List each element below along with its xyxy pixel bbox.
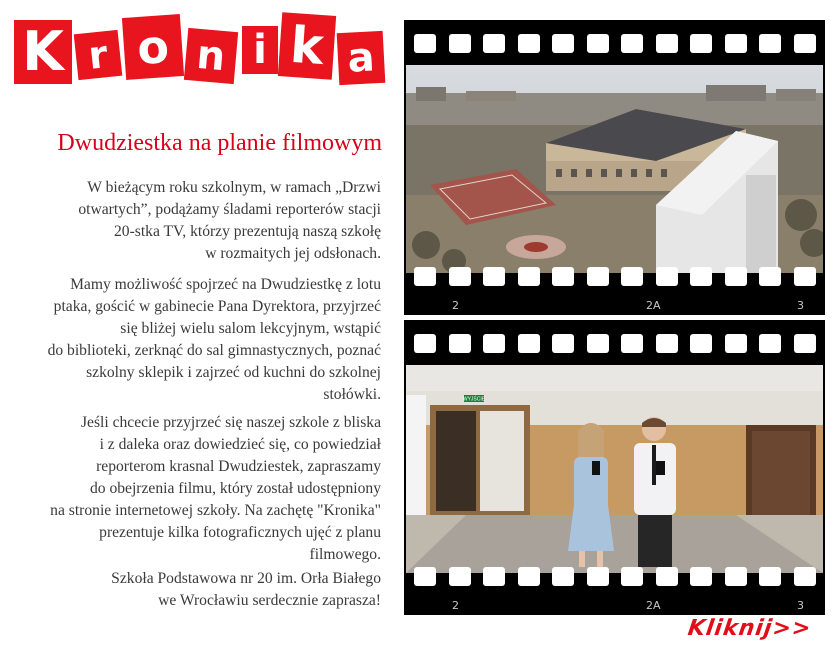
sprocket-hole xyxy=(656,267,678,286)
sprocket-hole xyxy=(690,267,712,286)
text-line: Szkoła Podstawowa nr 20 im. Orła Białego xyxy=(111,570,381,587)
text-line: Jeśli chcecie przyjrzeć się naszej szkole z bliska xyxy=(80,414,381,431)
sprocket-hole xyxy=(483,334,505,353)
sprocket-hole xyxy=(794,267,816,286)
logo-letter-k2: k xyxy=(278,12,336,80)
exit-sign: WYJŚCIE xyxy=(462,396,486,403)
film-strip-top xyxy=(404,20,825,315)
logo-letter-i: i xyxy=(242,26,278,74)
sprocket-hole xyxy=(483,567,505,586)
sprocket-hole xyxy=(759,34,781,53)
sprocket-hole xyxy=(587,567,609,586)
sprocket-hole xyxy=(656,567,678,586)
frame-number: 2 xyxy=(452,599,459,612)
film-strip-bottom xyxy=(404,320,825,615)
sprocket-hole xyxy=(725,567,747,586)
sprocket-hole xyxy=(552,267,574,286)
frame-number: 2 xyxy=(452,299,459,312)
reporters-image xyxy=(406,365,823,573)
sprocket-hole xyxy=(449,267,471,286)
text-line: do obejrzenia filmu, który został udostępniony xyxy=(89,480,381,497)
text-line: ptaka, gościć w gabinecie Pana Dyrektora, przyjrzeć xyxy=(53,298,381,315)
sprocket-hole xyxy=(725,334,747,353)
logo-letter-o: o xyxy=(122,14,184,80)
article-title: Dwudziestka na planie filmowym xyxy=(57,130,382,156)
frame-number: 3 xyxy=(797,599,804,612)
sprocket-hole xyxy=(621,567,643,586)
sprocket-row-top xyxy=(404,330,825,358)
sprocket-hole xyxy=(449,334,471,353)
sprocket-hole xyxy=(552,567,574,586)
sprocket-hole xyxy=(690,334,712,353)
sprocket-hole xyxy=(449,34,471,53)
sprocket-hole xyxy=(725,267,747,286)
paragraph-3 xyxy=(10,412,381,566)
sprocket-row-bottom xyxy=(404,563,825,591)
sprocket-hole xyxy=(449,567,471,586)
sprocket-hole xyxy=(621,267,643,286)
sprocket-row-top xyxy=(404,30,825,58)
logo-letter-k: K xyxy=(14,20,72,84)
sprocket-hole xyxy=(725,34,747,53)
sprocket-hole xyxy=(518,567,540,586)
sprocket-hole xyxy=(552,34,574,53)
logo-letter-a: a xyxy=(337,31,386,85)
sprocket-hole xyxy=(587,267,609,286)
sprocket-hole xyxy=(414,334,436,353)
sprocket-hole xyxy=(656,34,678,53)
frame-number: 2A xyxy=(646,299,661,312)
kronika-logo xyxy=(14,10,386,88)
photo-reporters[interactable] xyxy=(406,365,823,573)
frame-number: 2A xyxy=(646,599,661,612)
text-line: stołówki. xyxy=(323,386,381,403)
sprocket-hole xyxy=(414,567,436,586)
text-line: szkolny sklepik i zajrzeć od kuchni do szkolnej xyxy=(86,364,381,381)
sprocket-hole xyxy=(621,334,643,353)
sprocket-hole xyxy=(483,34,505,53)
text-line: na stronie internetowej szkoły. Na zachętę "Kronika" xyxy=(50,502,381,519)
paragraph-2 xyxy=(10,274,381,406)
sprocket-hole xyxy=(794,34,816,53)
sprocket-hole xyxy=(587,334,609,353)
sprocket-hole xyxy=(794,567,816,586)
logo-letter-n: n xyxy=(184,28,238,84)
paragraph-4 xyxy=(10,568,381,612)
sprocket-hole xyxy=(414,267,436,286)
click-link[interactable]: Kliknij>> xyxy=(685,616,813,641)
logo-letter-r: r xyxy=(74,30,123,80)
text-line: i z daleka oraz dowiedzieć się, co powiedział xyxy=(99,436,381,453)
text-line: W bieżącym roku szkolnym, w ramach „Drzwi xyxy=(87,179,381,196)
sprocket-hole xyxy=(518,34,540,53)
text-line: 20-stka TV, którzy prezentują naszą szkołę xyxy=(113,223,381,240)
text-line: w rozmaitych jej odsłonach. xyxy=(205,245,381,262)
text-line: się bliżej wielu salom lekcyjnym, wstąpić xyxy=(120,320,381,337)
sprocket-hole xyxy=(759,567,781,586)
text-line: prezentuje kilka fotograficznych ujęć z planu xyxy=(99,524,381,541)
photo-aerial-school[interactable] xyxy=(406,65,823,273)
text-line: Mamy możliwość spojrzeć na Dwudziestkę z lotu xyxy=(70,276,381,293)
sprocket-hole xyxy=(552,334,574,353)
frame-number: 3 xyxy=(797,299,804,312)
aerial-school-image xyxy=(406,65,823,273)
sprocket-hole xyxy=(656,334,678,353)
paragraph-1 xyxy=(10,177,381,265)
sprocket-hole xyxy=(759,334,781,353)
sprocket-hole xyxy=(690,34,712,53)
sprocket-hole xyxy=(587,34,609,53)
sprocket-hole xyxy=(759,267,781,286)
sprocket-hole xyxy=(518,267,540,286)
sprocket-row-bottom xyxy=(404,263,825,291)
text-line: reporterom krasnal Dwudziestek, zapraszamy xyxy=(96,458,381,475)
sprocket-hole xyxy=(414,34,436,53)
sprocket-hole xyxy=(621,34,643,53)
text-line: we Wrocławiu serdecznie zaprasza! xyxy=(158,592,381,609)
text-line: otwartych”, podążamy śladami reporterów stacji xyxy=(78,201,381,218)
text-line: filmowego. xyxy=(309,546,381,563)
text-line: do biblioteki, zerknąć do sal gimnastycznych, poznać xyxy=(47,342,381,359)
sprocket-hole xyxy=(690,567,712,586)
sprocket-hole xyxy=(483,267,505,286)
sprocket-hole xyxy=(794,334,816,353)
sprocket-hole xyxy=(518,334,540,353)
